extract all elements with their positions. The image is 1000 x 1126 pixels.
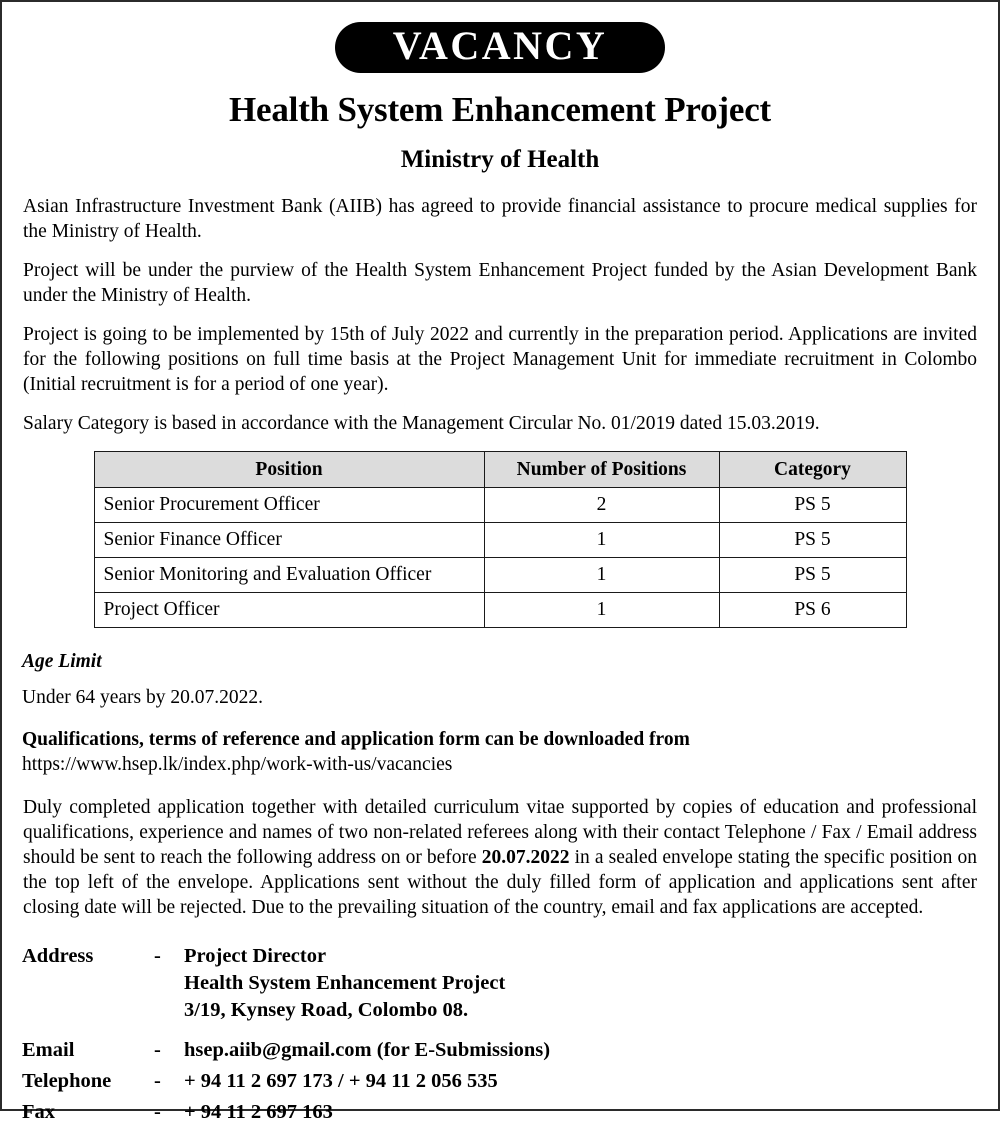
contact-separator-email: - bbox=[154, 1039, 161, 1062]
intro-paragraph-3: Project is going to be implemented by 15th of July 2022 and currently in the preparation period. Applications are invited for the following positions on full time basis at the Project Management Unit for immediate recruitment in Colombo (Initial recruitment is for a period of one year). bbox=[23, 323, 977, 395]
address-line-1: Project Director bbox=[184, 944, 327, 967]
contact-row-email bbox=[22, 1037, 978, 1064]
intro-paragraph-2: Project will be under the purview of the Health System Enhancement Project funded by the Asian Development Bank under the Ministry of Health. bbox=[23, 259, 977, 306]
application-instructions bbox=[22, 796, 978, 921]
positions-table-wrapper bbox=[22, 451, 978, 628]
contact-separator-fax: - bbox=[154, 1101, 161, 1124]
cell-category: PS 5 bbox=[719, 488, 906, 523]
column-header-position: Position bbox=[94, 451, 484, 488]
contact-value-telephone: + 94 11 2 697 173 / + 94 11 2 056 535 bbox=[184, 1070, 498, 1093]
table-row bbox=[94, 592, 906, 627]
page-subtitle: Ministry of Health bbox=[400, 145, 600, 173]
cell-category: PS 5 bbox=[719, 557, 906, 592]
contact-separator-address: - bbox=[154, 944, 161, 967]
table-row bbox=[94, 557, 906, 592]
cell-position: Senior Monitoring and Evaluation Officer bbox=[94, 557, 484, 592]
cell-position: Senior Procurement Officer bbox=[94, 488, 484, 523]
age-limit-heading: Age Limit bbox=[22, 650, 102, 672]
cell-category: PS 6 bbox=[719, 592, 906, 627]
contact-label-fax: Fax bbox=[22, 1101, 56, 1124]
qualifications-url[interactable]: https://www.hsep.lk/index.php/work-with-us/vacancies bbox=[22, 754, 453, 776]
contact-value-address bbox=[184, 943, 978, 1024]
intro-paragraph-1: Asian Infrastructure Investment Bank (AIIB) has agreed to provide financial assistance to procure medical supplies for the Ministry of Health. bbox=[23, 196, 977, 242]
contact-value-fax: + 94 11 2 697 163 bbox=[184, 1101, 333, 1124]
vacancy-badge-row bbox=[22, 22, 978, 73]
positions-table bbox=[94, 451, 907, 628]
cell-number: 1 bbox=[484, 557, 719, 592]
column-header-number: Number of Positions bbox=[484, 451, 719, 488]
contact-label-address: Address bbox=[22, 944, 94, 967]
contact-value-email[interactable]: hsep.aiib@gmail.com (for E-Submissions) bbox=[184, 1039, 551, 1062]
cell-category: PS 5 bbox=[719, 523, 906, 558]
column-header-category: Category bbox=[719, 451, 906, 488]
intro-paragraph-4: Salary Category is based in accordance with the Management Circular No. 01/2019 dated 15.03.2019. bbox=[23, 412, 820, 434]
page-title: Health System Enhancement Project bbox=[229, 90, 771, 129]
cell-position: Senior Finance Officer bbox=[94, 523, 484, 558]
address-line-3: 3/19, Kynsey Road, Colombo 08. bbox=[184, 999, 469, 1022]
table-header-row bbox=[94, 451, 906, 488]
qualifications-line bbox=[22, 728, 978, 778]
contact-block bbox=[22, 943, 978, 1126]
contact-separator-telephone: - bbox=[154, 1070, 161, 1093]
cell-number: 2 bbox=[484, 488, 719, 523]
instructions-part-1: Duly completed application together with detailed curriculum vitae supported by copies of education and professional qualifications, experience and names of two non-related referees along with their contact Telephone / Fax / Email address should be sent to reach the following address on or before bbox=[23, 797, 977, 869]
vacancy-badge: VACANCY bbox=[335, 22, 666, 73]
cell-number: 1 bbox=[484, 523, 719, 558]
page-content bbox=[2, 2, 998, 1124]
contact-row-fax bbox=[22, 1099, 978, 1126]
age-limit-value: Under 64 years by 20.07.2022. bbox=[22, 686, 263, 708]
cell-number: 1 bbox=[484, 592, 719, 627]
contact-row-address bbox=[22, 943, 978, 1024]
contact-label-telephone: Telephone bbox=[22, 1070, 112, 1093]
qualifications-lead-text: Qualifications, terms of reference and application form can be downloaded from bbox=[22, 729, 690, 751]
cell-position: Project Officer bbox=[94, 592, 484, 627]
instructions-part-2: in a sealed envelope stating the specific position on the top left of the envelope. Applications sent without the duly filled form of application and applications sent after closing date will be rejected. Due to the prevailing situation of the country, email and fax applications are accepted. bbox=[23, 847, 977, 918]
table-row bbox=[94, 488, 906, 523]
application-deadline-date: 20.07.2022 bbox=[481, 847, 570, 869]
address-line-2: Health System Enhancement Project bbox=[184, 972, 506, 994]
contact-row-telephone bbox=[22, 1068, 978, 1095]
table-row bbox=[94, 523, 906, 558]
contact-label-email: Email bbox=[22, 1039, 75, 1062]
